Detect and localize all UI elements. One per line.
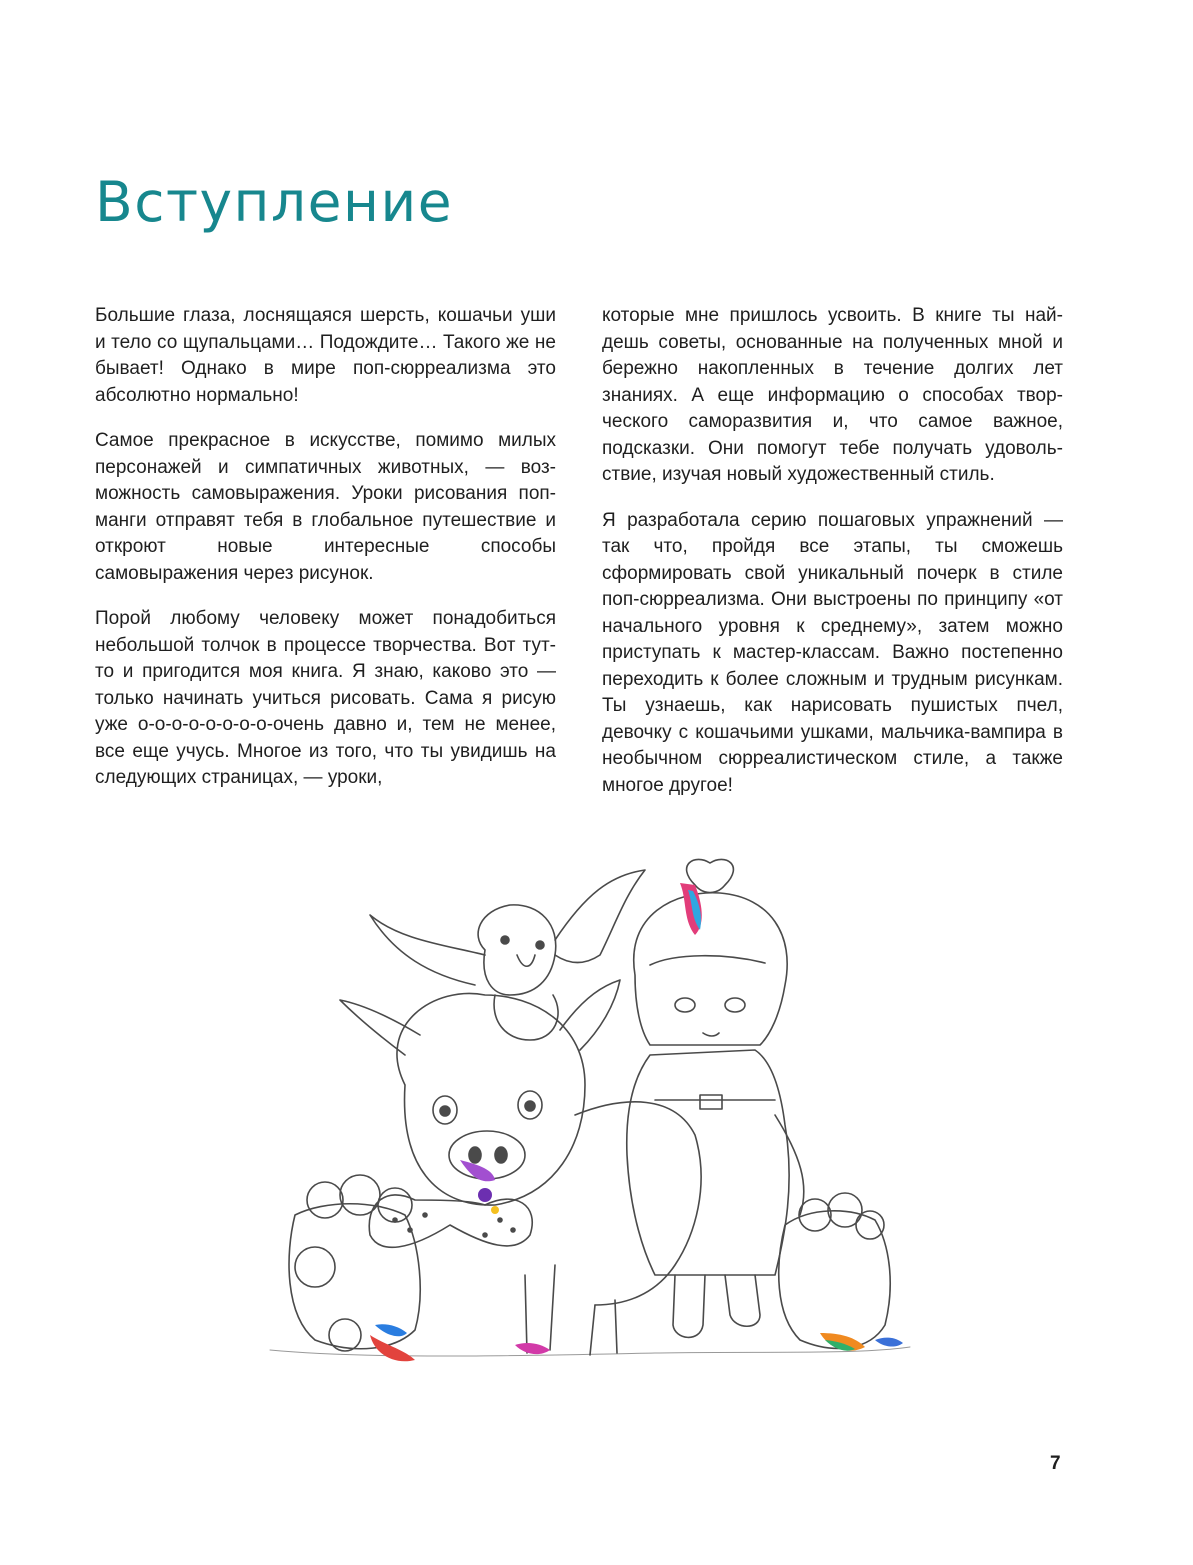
paragraph: Порой любому человеку может понадобиться небольшой толчок в процессе творчества. Вот тут-то и пригодится моя книга. Я знаю, каково это — только начинать учиться рисовать. Сама я рисую уже о-о-о-о-о-о-о-о-очень давно и, тем не менее, все еще учусь. Многое из того, что ты увидишь на следующих страницах, — уроки, xyxy=(95,608,556,788)
paragraph: Большие глаза, лоснящаяся шерсть, кошачьи уши и тело со щупальцами… Подождите… Такого же не бывает! Однако в мире поп-сюрреализма это абсолютно нормально! xyxy=(95,305,556,406)
parrot xyxy=(370,870,645,1040)
right-text-column xyxy=(602,303,1063,818)
paragraph: Я разработала серию пошаговых упражнений — так что, пройдя все этапы, ты сможешь сформировать свой уникальный почерк в стиле поп-сюрреализма. Они выстроены по принципу «от начального уровня к среднему», затем можно приступать к мастер-классам. Важно постепенно переходить к более сложным и трудным рисункам. Ты узнаешь, как нарисовать пушистых пчел, девочку с кошачьими ушками, мальчика-вампира в необычном сюрреалистическом стиле, а также многое другое! xyxy=(602,509,1063,796)
pig xyxy=(340,980,701,1355)
apple-bag-right xyxy=(779,1193,890,1348)
paragraph: Самое прекрасное в искусстве, помимо милых персонажей и симпатичных животных, — возможность самовыражения. Уроки рисования поп-манги отправят тебя в глобальное путешествие и откроют новые интересные способы самовыражения через рисунок. xyxy=(95,430,556,584)
page-title: Вступление xyxy=(95,170,454,234)
paragraph: которые мне пришлось усвоить. В книге ты найдешь советы, основанные на полученных мной и бережно накопленных в течение долгих лет знаниях. А еще информацию о способах творческого саморазвития и, что самое важное, подсказки. Они помогут тебе получать удовольствие, изучая новый художественный стиль. xyxy=(602,305,1063,485)
apple-bag-left xyxy=(289,1175,420,1351)
girl xyxy=(627,859,804,1337)
left-text-column xyxy=(95,303,556,811)
page-number: 7 xyxy=(1050,1453,1061,1474)
pencil-illustration xyxy=(255,855,935,1400)
